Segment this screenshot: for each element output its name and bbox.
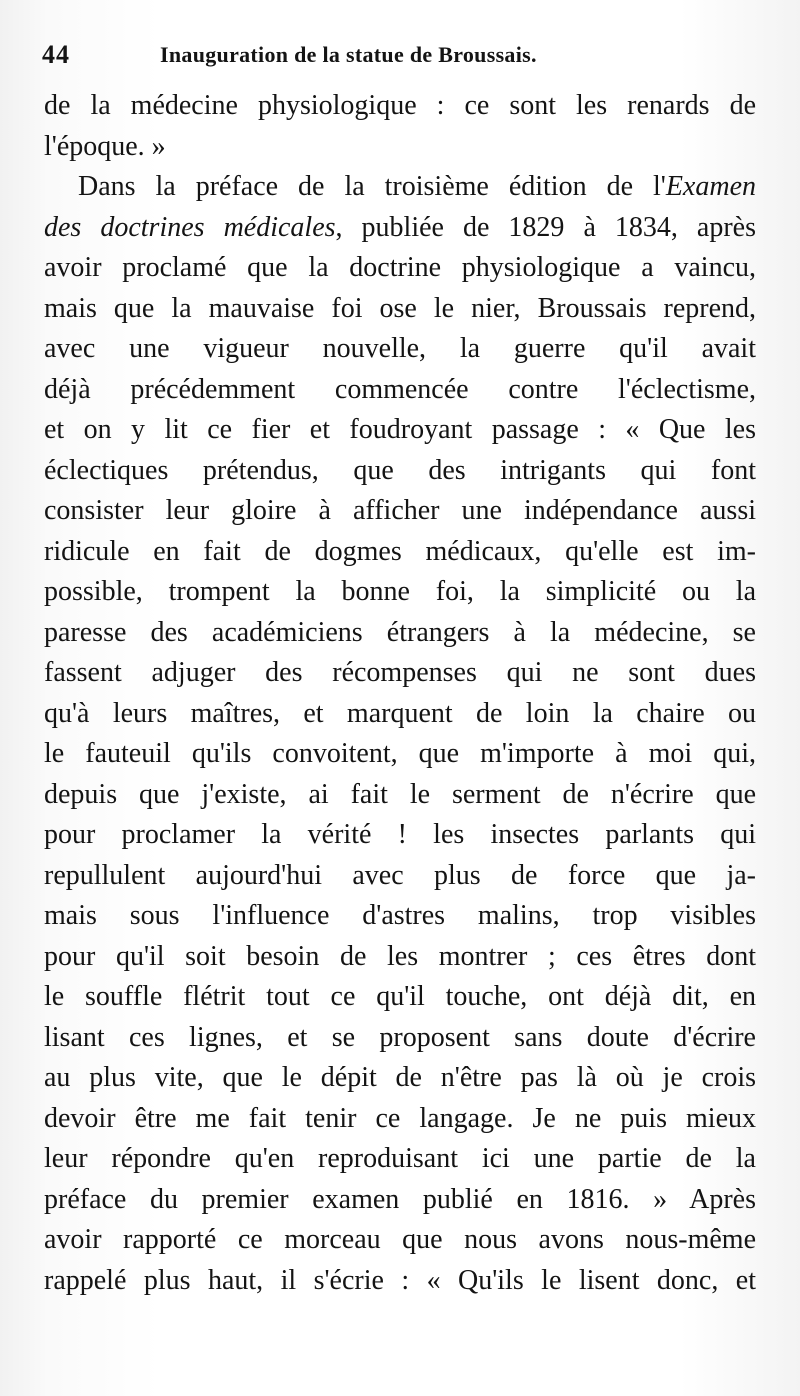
page-header	[42, 40, 758, 80]
text-line: avoir proclamé que la doctrine physiologique a vaincu,	[44, 252, 756, 283]
text-line: l'époque. »	[44, 130, 166, 162]
text-line: mais sous l'influence d'astres malins, trop visibles	[44, 900, 756, 931]
text-line: avoir rapporté ce morceau que nous avons nous-même	[44, 1224, 756, 1255]
text-line: ridicule en fait de dogmes médicaux, qu'elle est im-	[44, 535, 756, 567]
text-line: rappelé plus haut, il s'écrie : « Qu'ils le lisent donc, et	[44, 1264, 756, 1296]
text-line: éclectiques prétendus, que des intrigants qui font	[44, 454, 756, 486]
body-text	[44, 86, 756, 1301]
text-line: pour qu'il soit besoin de les montrer ; ces êtres dont	[44, 940, 756, 972]
text-line: le souffle flétrit tout ce qu'il touche, ont déjà dit, en	[44, 981, 756, 1012]
text-line: pour proclamer la vérité ! les insectes parlants qui	[44, 819, 756, 850]
text-line: repullulent aujourd'hui avec plus de force que ja-	[44, 859, 756, 891]
text-line: leur répondre qu'en reproduisant ici une partie de la	[44, 1143, 756, 1174]
text-line: et on y lit ce fier et foudroyant passage : « Que les	[44, 414, 756, 445]
text-line: au plus vite, que le dépit de n'être pas là où je crois	[44, 1062, 756, 1093]
text-line: consister leur gloire à afficher une indépendance aussi	[44, 495, 756, 526]
text-line: préface du premier examen publié en 1816. » Après	[44, 1183, 756, 1215]
text-line: paresse des académiciens étrangers à la médecine, se	[44, 616, 756, 648]
text-line	[44, 208, 756, 249]
text-line	[44, 167, 756, 208]
text-line: mais que la mauvaise foi ose le nier, Broussais reprend,	[44, 292, 756, 324]
italic-title-segment: des doctrines médicales	[44, 211, 336, 243]
text-line: de la médecine physiologique : ce sont les renards de	[44, 90, 756, 121]
text-line: le fauteuil qu'ils convoitent, que m'importe à moi qui,	[44, 738, 756, 769]
text-line: avec une vigueur nouvelle, la guerre qu'il avait	[44, 333, 756, 364]
text-line: qu'à leurs maîtres, et marquent de loin la chaire ou	[44, 697, 756, 729]
text-line: fassent adjuger des récompenses qui ne sont dues	[44, 657, 756, 688]
text-line: possible, trompent la bonne foi, la simplicité ou la	[44, 576, 756, 607]
italic-title-segment: Examen	[665, 171, 756, 202]
text-line: déjà précédemment commencée contre l'éclectisme,	[44, 373, 756, 405]
text-line: depuis que j'existe, ai fait le serment de n'écrire que	[44, 778, 756, 810]
text-line: lisant ces lignes, et se proposent sans doute d'écrire	[44, 1021, 756, 1053]
text-line: devoir être me fait tenir ce langage. Je ne puis mieux	[44, 1102, 756, 1134]
text-segment: Dans la préface de la troisième édition de l'	[78, 171, 666, 202]
page-number: 44	[42, 40, 70, 69]
text-segment: , publiée de 1829 à 1834, après	[335, 211, 756, 243]
running-title: Inauguration de la statue de Broussais.	[160, 42, 537, 67]
